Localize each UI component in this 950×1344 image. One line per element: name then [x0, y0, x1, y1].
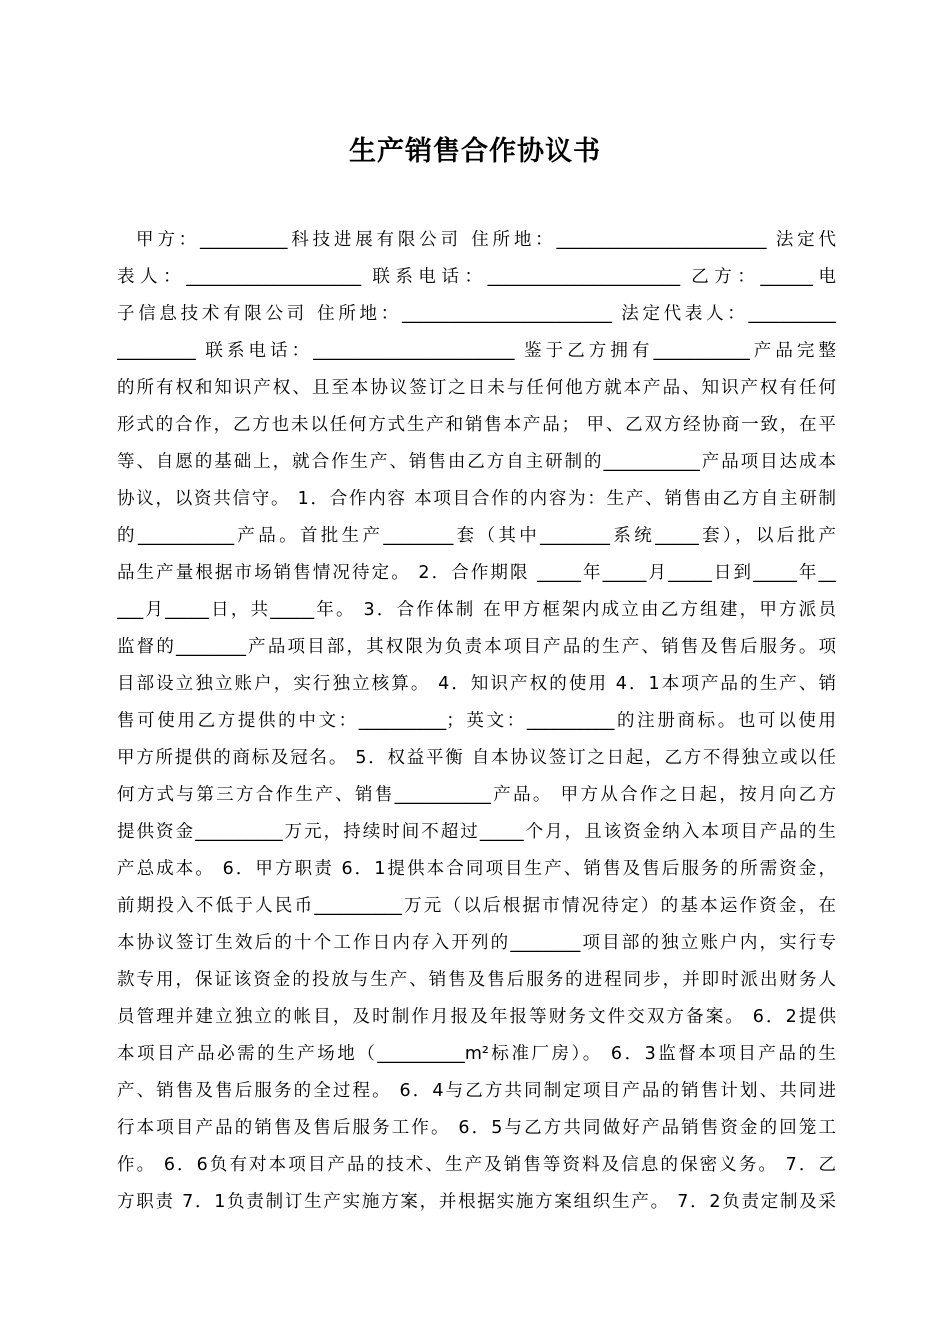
body-line-25: 行本项目产品的销售及售后服务工作。 6．5与乙方共同做好产品销售资金的回笼工	[117, 1118, 836, 1138]
body-line-13: 目部设立独立账户，实行独立核算。 4．知识产权的使用 4．1本项产品的生产、销	[117, 674, 836, 694]
body-line-19: 前期投入不低于人民币__________万元（以后根据市情况待定）的基本运作资金，在	[117, 896, 836, 916]
body-line-6: 形式的合作，乙方也未以任何方式生产和销售本产品； 甲、乙双方经协商一致，在平	[117, 415, 836, 435]
body-line-8: 协议，以资共信守。 1．合作内容 本项目合作的内容为：生产、销售由乙方自主研制	[117, 489, 836, 509]
body-line-18: 产总成本。 6．甲方职责 6．1提供本合同项目生产、销售及售后服务的所需资金，	[117, 859, 836, 879]
body-line-10: 品生产量根据市场销售情况待定。 2．合作期限 _____年_____月_____日到_____年__	[117, 563, 836, 583]
body-line-14: 售可使用乙方提供的中文：__________；英文：__________的注册商标。也可以使用	[117, 711, 836, 731]
body-line-16: 何方式与第三方合作生产、销售___________产品。 甲方从合作之日起，按月向乙方	[117, 785, 836, 805]
body-line-12: 监督的________产品项目部，其权限为负责本项目产品的生产、销售及售后服务。项	[117, 637, 836, 657]
body-line-21: 款专用，保证该资金的投放与生产、销售及售后服务的进程同步，并即时派出财务人	[117, 970, 836, 990]
body-line-23: 本项目产品必需的生产场地（__________m²标准厂房）。 6．3监督本项目产品的生	[117, 1044, 836, 1064]
body-line-15: 甲方所提供的商标及冠名。 5．权益平衡 自本协议签订之日起，乙方不得独立或以任	[117, 748, 836, 768]
body-line-26: 作。 6．6负有对本项目产品的技术、生产及销售等资料及信息的保密义务。 7．乙	[117, 1155, 836, 1175]
body-line-11: ___月_____日，共_____年。 3．合作体制 在甲方框架内成立由乙方组建，甲方派员	[117, 600, 836, 620]
body-line-27: 方职责 7．1负责制订生产实施方案，并根据实施方案组织生产。 7．2负责定制及采	[117, 1192, 836, 1212]
body-line-5: 的所有权和知识产权、且至本协议签订之日未与任何他方就本产品、知识产权有任何	[117, 378, 836, 398]
body-line-17: 提供资金__________万元，持续时间不超过_____个月，且该资金纳入本项目产品的生	[117, 822, 836, 842]
body-line-7: 等、自愿的基础上，就合作生产、销售由乙方自主研制的___________产品项目达成本	[117, 452, 836, 472]
body-line-3: 子信息技术有限公司 住所地：________________________ 法定代表人：__________	[117, 304, 836, 324]
body-line-4: _________ 联系电话：_______________________ 鉴于乙方拥有___________产品完整	[117, 341, 836, 361]
body-line-20: 本协议签订生效后的十个工作日内存入开列的________项目部的独立账户内，实行专	[117, 933, 836, 953]
body-line-9: 的___________产品。首批生产________套（其中________系统_____套），以后批产	[117, 526, 836, 546]
body-line-1: 甲方：__________科技进展有限公司 住所地：________________________ 法定代	[136, 230, 836, 250]
body-line-22: 员管理并建立独立的帐目，及时制作月报及年报等财务文件交双方备案。 6．2提供	[117, 1007, 836, 1027]
body-line-24: 产、销售及售后服务的全过程。 6．4与乙方共同制定项目产品的销售计划、共同进	[117, 1081, 836, 1101]
document-title: 生产销售合作协议书	[349, 136, 601, 167]
body-line-2: 表人：____________________ 联系电话：______________________ 乙方：______电	[117, 267, 836, 287]
